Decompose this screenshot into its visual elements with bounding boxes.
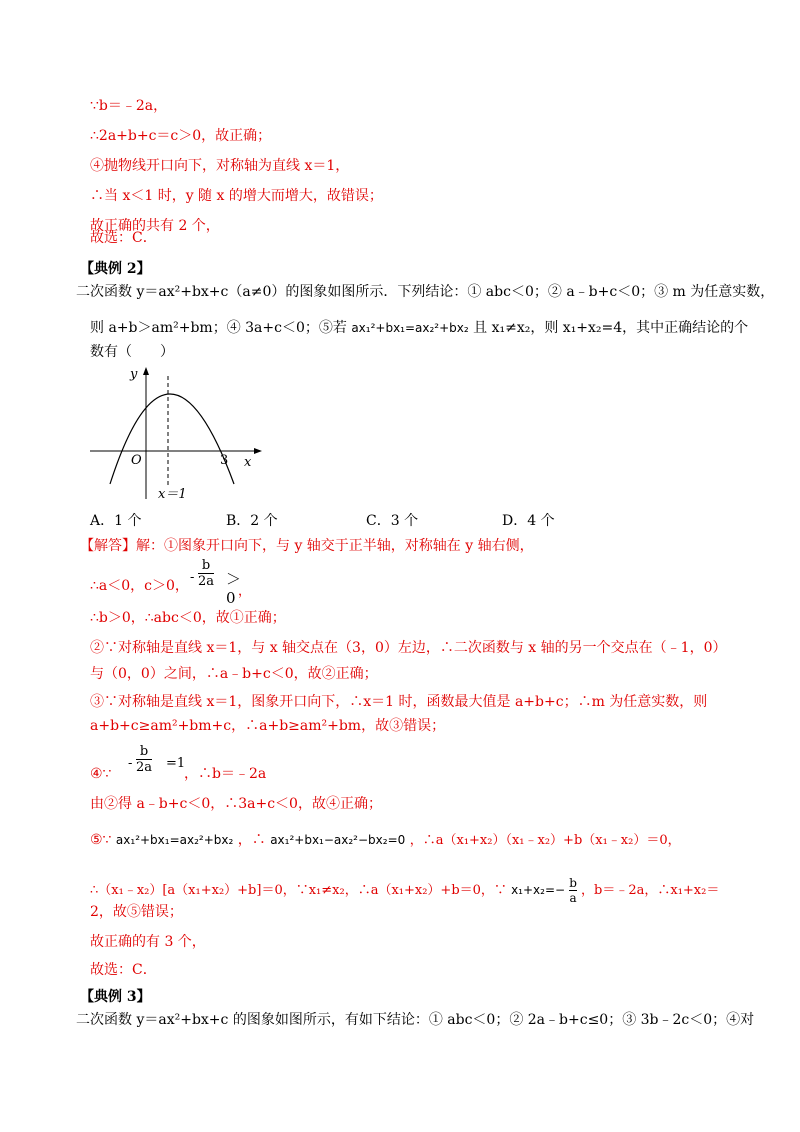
option-a[interactable]: A．1 个 [90, 513, 142, 529]
answer-line: 故选：C． [90, 962, 157, 978]
question-line: 数有（ ） [90, 344, 174, 360]
text-line: 故选：C． [90, 230, 157, 246]
question-line: 二次函数 y＝ax²+bx+c 的图象如图所示，有如下结论：① abc＜0；② 2a﹣b+c≤0；③ 3b﹣2c＜0；④对 [76, 1012, 755, 1028]
y-axis-label: y [130, 367, 138, 382]
question-line: 则 a+b＞am²+bm；④ 3a+c＜0；⑤若 ax₁²+bx₁=ax₂²+bx₂ 且 x₁≠x₂，则 x₁+x₂=4，其中正确结论的个 [90, 320, 749, 336]
option-b[interactable]: B．2 个 [226, 513, 278, 529]
equation: x₁+x₂=− [511, 883, 566, 897]
answer-line: 由②得 a﹣b+c＜0，∴3a+c＜0，故④正确； [90, 796, 382, 812]
parabola-graph [88, 364, 268, 504]
axis-of-symmetry-label: x＝1 [158, 487, 187, 502]
origin-label: O [131, 453, 142, 468]
option-c[interactable]: C．3 个 [366, 513, 419, 529]
answer-line: 【解答】解：①图象开口向下，与 y 轴交于正半轴，对称轴在 y 轴右侧， [80, 538, 534, 554]
text-line: ∴当 x＜1 时，y 随 x 的增大而增大，故错误； [90, 188, 383, 204]
answer-line: ④∵ [90, 766, 112, 782]
text-line: ④抛物线开口向下，对称轴为直线 x＝1， [90, 158, 350, 174]
text-line: 故正确的共有 2 个， [90, 218, 220, 234]
answer-line: 与（0，0）之间，∴a﹣b+c＜0，故②正确； [90, 666, 378, 682]
text-line: ∵b＝﹣2a， [90, 98, 168, 114]
answer-line: ∴b＞0，∴abc＜0，故①正确； [90, 610, 286, 626]
answer-line: a+b+c≥am²+bm+c，∴a+b≥am²+bm，故③错误； [90, 718, 446, 734]
option-d[interactable]: D．4 个 [502, 513, 555, 529]
equation: ax₁²+bx₁=ax₂²+bx₂ [351, 321, 469, 335]
equation: ax₁²+bx₁−ax₂²−bx₂=0 [270, 833, 406, 847]
equation: ax₁²+bx₁=ax₂²+bx₂ [115, 833, 234, 847]
answer-line: 2，故⑤错误； [90, 904, 183, 920]
answer-line: ③∵对称轴是直线 x＝1，图象开口向下，∴x＝1 时，函数最大值是 a+b+c；∴m 为任意实数，则 [90, 694, 708, 710]
text-line: ∴2a+b+c＝c＞0，故正确； [90, 128, 272, 144]
answer-line: ②∵对称轴是直线 x＝1，与 x 轴交点在（3，0）左边，∴二次函数与 x 轴的另一个交点在（﹣1，0） [90, 640, 727, 656]
answer-line: ⑤∵ ax₁²+bx₁=ax₂²+bx₂ ，∴ ax₁²+bx₁−ax₂²−bx₂=0 ，∴a（x₁+x₂）（x₁﹣x₂）+b（x₁﹣x₂）＝0， [90, 832, 681, 848]
answer-line: ∴（x₁﹣x₂）[a（x₁+x₂）+b]＝0，∵x₁≠x₂，∴a（x₁+x₂）+b＝0，∵ x₁+x₂=− $\frac{b}{a}$ ，b＝﹣2a，∴x₁+x₂＝ [90, 876, 720, 905]
example-2-header: 【典例 2】 [80, 261, 151, 277]
answer-line: ∴a＜0，c＞0， [90, 578, 189, 594]
fraction: $\frac{b}{a}$ [569, 876, 577, 905]
answer-line: ，∴b＝﹣2a [184, 766, 267, 782]
x-axis-label: x [244, 455, 252, 470]
question-line: 二次函数 y＝ax²+bx+c（a≠0）的图象如图所示．下列结论：① abc＜0；② a﹣b+c＜0；③ m 为任意实数， [76, 284, 775, 300]
example-3-header: 【典例 3】 [80, 989, 151, 1005]
tick-label: 3 [220, 453, 229, 468]
answer-line: 故正确的有 3 个， [90, 934, 206, 950]
